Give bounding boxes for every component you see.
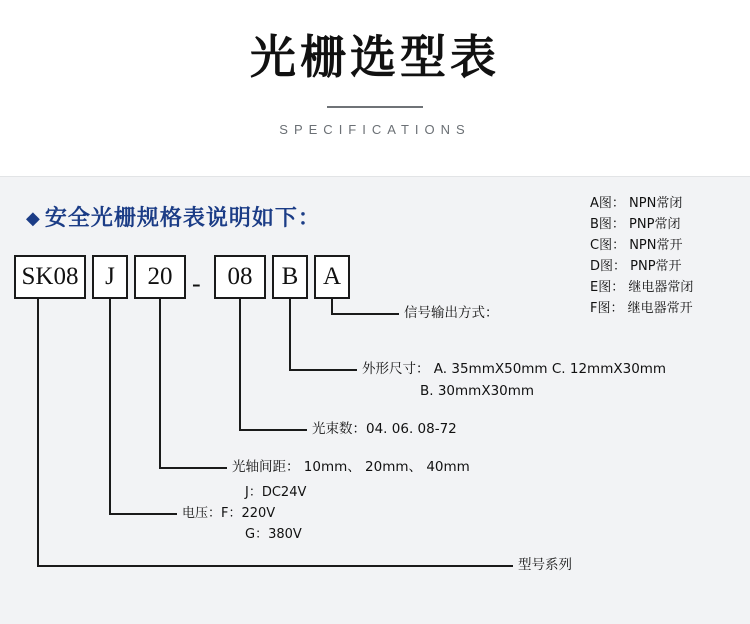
leader-line-signal-horizontal [331, 313, 399, 315]
legend-item-a: A图： NPN常闭 [590, 196, 683, 211]
leader-line-dimension-vertical [289, 299, 291, 371]
code-box-axis-spacing: 20 [134, 255, 186, 299]
callout-voltage-line3: G：380V [245, 527, 302, 542]
leader-line-series-vertical [37, 299, 39, 567]
leader-line-axis-vertical [159, 299, 161, 469]
specifications-panel [0, 176, 750, 624]
callout-series: 型号系列 [518, 557, 572, 573]
legend-item-e: E图： 继电器常闭 [590, 280, 694, 295]
callout-dimension-line1: 外形尺寸： A. 35mmX50mm C. 12mmX30mm [362, 361, 667, 377]
callout-voltage-line2: 电压：F：220V [182, 506, 276, 521]
diamond-bullet-icon: ◆ [26, 208, 41, 229]
leader-line-beam-vertical [239, 299, 241, 431]
code-box-signal-output: A [314, 255, 350, 299]
legend-item-d: D图： PNP常开 [590, 259, 682, 274]
leader-line-dimension-horizontal [289, 369, 357, 371]
code-separator-dash: - [192, 269, 201, 298]
panel-title-text: 安全光栅规格表说明如下： [44, 206, 321, 231]
code-box-series: SK08 [14, 255, 86, 299]
page-title: 光栅选型表 [250, 30, 500, 84]
callout-dimension-line2: B. 30mmX30mm [420, 383, 535, 399]
leader-line-voltage-vertical [109, 299, 111, 515]
callout-beam-count: 光束数：04. 06. 08-72 [312, 421, 457, 437]
page-header [0, 0, 750, 137]
leader-line-series-horizontal [37, 565, 513, 567]
code-box-dimension: B [272, 255, 308, 299]
panel-title [26, 201, 321, 232]
legend-item-b: B图： PNP常闭 [590, 217, 681, 232]
leader-line-voltage-horizontal [109, 513, 177, 515]
page-subtitle: SPECIFICATIONS [279, 122, 471, 137]
legend-item-c: C图： NPN常开 [590, 238, 683, 253]
leader-line-axis-horizontal [159, 467, 227, 469]
callout-signal-output: 信号输出方式： [404, 305, 499, 321]
code-box-beam-count: 08 [214, 255, 266, 299]
legend-item-f: F图： 继电器常开 [590, 301, 693, 316]
leader-line-beam-horizontal [239, 429, 307, 431]
code-box-voltage: J [92, 255, 128, 299]
callout-axis-spacing: 光轴间距： 10mm、 20mm、 40mm [232, 459, 470, 475]
title-divider [327, 106, 423, 108]
callout-voltage-line1: J：DC24V [245, 485, 307, 500]
output-type-legend [590, 193, 693, 319]
